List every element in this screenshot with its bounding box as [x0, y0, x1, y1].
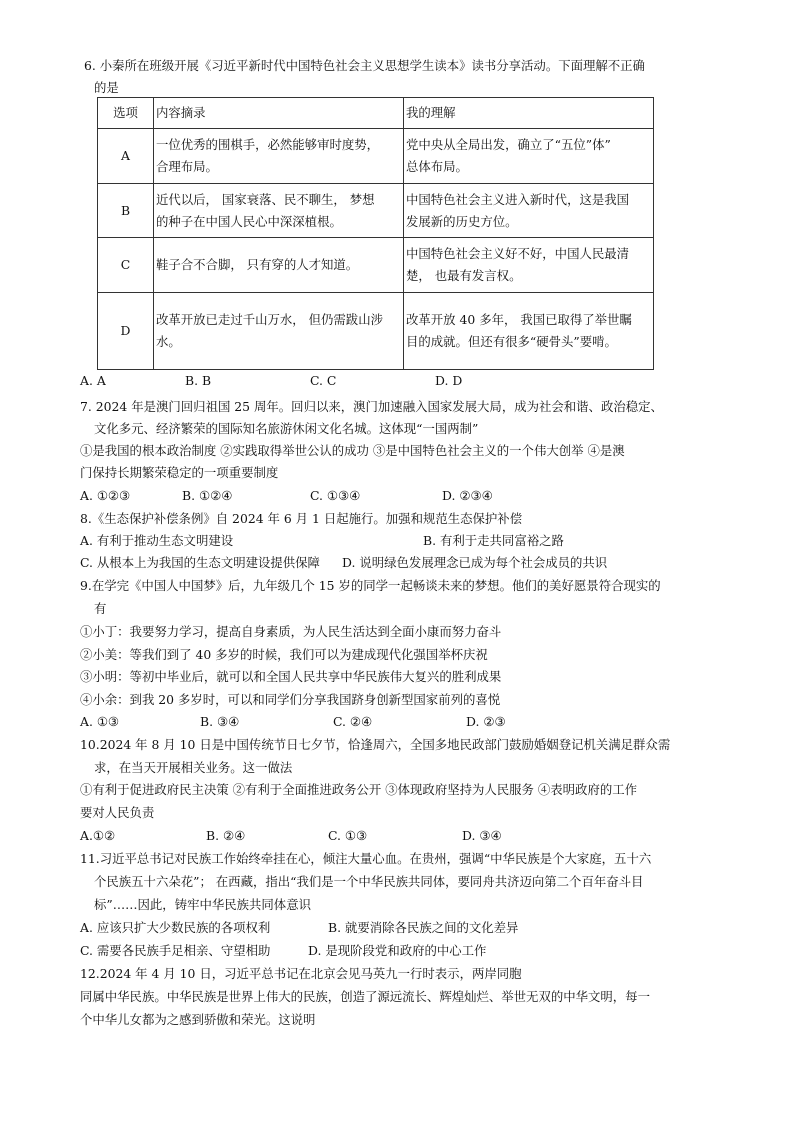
choice-d[interactable]: D. D	[435, 373, 463, 388]
row-option: D	[98, 293, 154, 370]
q11-choice-b[interactable]: B. 就要消除各民族之间的文化差异	[328, 920, 519, 935]
understanding-line: 改革开放 40 多年， 我国已取得了举世瞩	[406, 312, 632, 327]
row-excerpt	[154, 129, 404, 184]
q11-stem-line-2: 个民族五十六朵花”； 在西藏，指出“我们是一个中华民族共同体，要同舟共济迈向第二个百年奋斗目	[94, 874, 644, 889]
excerpt-line: 一位优秀的围棋手，必然能够审时度势，	[156, 137, 380, 152]
choice-c[interactable]: C. ①③④	[310, 488, 361, 503]
q9-statement-1: ①小丁：我要努力学习，提高自身素质，为人民生活达到全面小康而努力奋斗	[80, 624, 502, 639]
excerpt-line: 改革开放已走过千山万水， 但仍需跋山涉	[156, 312, 383, 327]
header-excerpt: 内容摘录	[154, 98, 404, 129]
table-row	[98, 293, 654, 370]
understanding-line: 中国特色社会主义好不好，中国人民最清	[406, 246, 630, 261]
choice-d[interactable]: D. ②③	[466, 714, 506, 729]
row-option: B	[98, 184, 154, 238]
row-option: A	[98, 129, 154, 184]
choice-b[interactable]: B. ①②④	[182, 488, 233, 503]
choice-d[interactable]: D. ③④	[462, 828, 502, 843]
q8-choice-c[interactable]: C. 从根本上为我国的生态文明建设提供保障	[80, 555, 320, 570]
row-understanding	[404, 238, 654, 293]
q11-stem-line-3: 标”……因此，铸牢中华民族共同体意识	[94, 897, 311, 912]
q10-statements-line-1: ①有利于促进政府民主决策 ②有利于全面推进政务公开 ③体现政府坚持为人民服务 ④表明政府的工作	[80, 782, 638, 797]
q7-statements-line-1: ①是我国的根本政治制度 ②实践取得举世公认的成功 ③是中国特色社会主义的一个伟大创举 ④是澳	[80, 443, 625, 458]
understanding-line: 党中央从全局出发，确立了“五位”体”	[406, 137, 611, 152]
choice-c[interactable]: C. ①③	[328, 828, 368, 843]
choice-b[interactable]: B. ③④	[200, 714, 240, 729]
q7-statements-line-2: 门保持长期繁荣稳定的一项重要制度	[80, 465, 279, 480]
q7-stem-line-2: 文化多元、经济繁荣的国际知名旅游休闲文化名城。这体现“一国两制”	[94, 421, 479, 436]
q9-statement-2: ②小美：等我们到了 40 多岁的时候，我们可以为建成现代化强国举杯庆祝	[80, 647, 488, 662]
understanding-line: 楚， 也最有发言权。	[406, 268, 522, 283]
q6-stem-line-1: 6. 小秦所在班级开展《习近平新时代中国特色社会主义思想学生读本》读书分享活动。下面理解不正确	[84, 58, 645, 73]
excerpt-line: 合理布局。	[156, 159, 218, 174]
q7-choices	[80, 488, 493, 504]
header-option: 选项	[98, 98, 154, 129]
row-excerpt	[154, 293, 404, 370]
q9-stem-line-2: 有	[94, 601, 107, 616]
q10-statements-line-2: 要对人民负责	[80, 805, 155, 820]
excerpt-line: 水。	[156, 334, 181, 349]
q8-choice-d[interactable]: D. 说明绿色发展理念已成为每个社会成员的共识	[342, 555, 608, 570]
q12-stem-line-1: 12.2024 年 4 月 10 日，习近平总书记在北京会见马英九一行时表示，两岸同胞	[80, 966, 522, 981]
q9-statement-4: ④小余：到我 20 多岁时，可以和同学们分享我国跻身创新型国家前列的喜悦	[80, 692, 501, 707]
q9-statement-3: ③小明：等初中毕业后，就可以和全国人民共享中华民族伟大复兴的胜利成果	[80, 669, 502, 684]
choice-c[interactable]: C. ②④	[333, 714, 373, 729]
row-option: C	[98, 238, 154, 293]
understanding-line: 总体布局。	[406, 159, 468, 174]
q9-choices	[80, 714, 506, 730]
table-row	[98, 184, 654, 238]
q11-stem-line-1: 11.习近平总书记对民族工作始终牵挂在心，倾注大量心血。在贵州，强调“中华民族是个大家庭，五十六	[80, 851, 652, 866]
excerpt-line: 鞋子合不合脚， 只有穿的人才知道。	[156, 257, 359, 272]
choice-a[interactable]: A. ①③	[80, 714, 120, 729]
q10-choices	[80, 828, 502, 844]
understanding-line: 发展新的历史方位。	[406, 213, 518, 229]
choice-c[interactable]: C. C	[310, 373, 337, 388]
choice-b[interactable]: B. B	[185, 373, 212, 388]
table-header-row	[98, 98, 654, 129]
excerpt-line: 的种子在中国人民心中深深植根。	[156, 213, 342, 229]
q11-choice-d[interactable]: D. 是现阶段党和政府的中心工作	[308, 943, 487, 958]
q8-choice-b[interactable]: B. 有利于走共同富裕之路	[423, 533, 564, 548]
q12-stem-line-2: 同属中华民族。中华民族是世界上伟大的民族，创造了源远流长、辉煌灿烂、举世无双的中华文明，每一	[80, 989, 650, 1004]
q7-stem-line-1: 7. 2024 年是澳门回归祖国 25 周年。回归以来，澳门加速融入国家发展大局，成为社会和谐、政治稳定、	[80, 399, 663, 414]
q6-stem-line-2: 的是	[94, 80, 119, 95]
row-understanding	[404, 129, 654, 184]
row-excerpt	[154, 184, 404, 238]
q9-stem-line-1: 9.在学完《中国人中国梦》后，九年级几个 15 岁的同学一起畅谈未来的梦想。他们的美好愿景符合现实的	[80, 578, 661, 593]
q8-choice-a[interactable]: A. 有利于推动生态文明建设	[80, 533, 234, 548]
q6-choices	[80, 373, 462, 389]
choice-a[interactable]: A.①②	[80, 828, 116, 843]
table-row	[98, 129, 654, 184]
table-row	[98, 238, 654, 293]
q11-choice-c[interactable]: C. 需要各民族手足相亲、守望相助	[80, 943, 271, 958]
row-understanding	[404, 293, 654, 370]
q10-stem-line-1: 10.2024 年 8 月 10 日是中国传统节日七夕节，恰逢周六，全国多地民政部门鼓励婚姻登记机关满足群众需	[80, 737, 671, 752]
q8-stem: 8.《生态保护补偿条例》自 2024 年 6 月 1 日起施行。加强和规范生态保护补偿	[80, 511, 523, 526]
choice-a[interactable]: A. ①②③	[80, 488, 131, 503]
q11-choice-a[interactable]: A. 应该只扩大少数民族的各项权利	[80, 920, 271, 935]
header-understanding: 我的理解	[404, 98, 654, 129]
q6-table	[97, 97, 654, 370]
choice-a[interactable]: A. A	[80, 373, 106, 388]
understanding-line: 目的成就。但还有很多“硬骨头”要啃。	[406, 334, 617, 349]
q12-stem-line-3: 个中华儿女都为之感到骄傲和荣光。这说明	[80, 1012, 316, 1027]
choice-d[interactable]: D. ②③④	[442, 488, 493, 503]
row-understanding	[404, 184, 654, 238]
choice-b[interactable]: B. ②④	[206, 828, 246, 843]
q10-stem-line-2: 求，在当天开展相关业务。这一做法	[94, 760, 293, 775]
understanding-line: 中国特色社会主义进入新时代，这是我国	[406, 191, 630, 207]
row-excerpt	[154, 238, 404, 293]
excerpt-line: 近代以后， 国家衰落、民不聊生， 梦想	[156, 191, 375, 207]
